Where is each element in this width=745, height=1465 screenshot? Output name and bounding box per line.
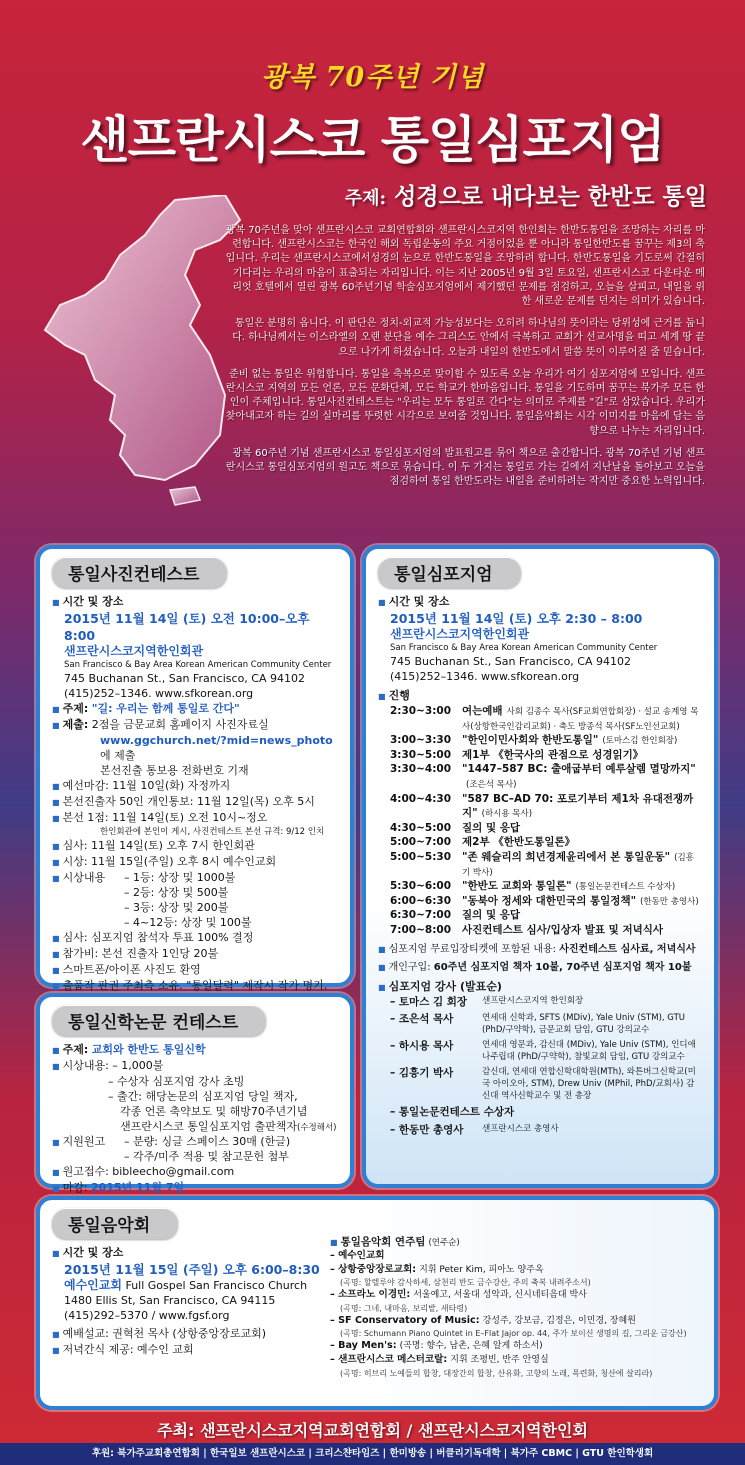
header-theme xyxy=(345,178,707,211)
concert-datetime: 2015년 11월 15일 (주일) 오후 6:00–8:30 xyxy=(64,1262,320,1277)
schedule-item xyxy=(462,704,702,733)
symposium-price: 60주년 심포지엄 책자 10불, 70주년 심포지엄 책자 10불 xyxy=(433,961,692,973)
schedule-time: 4:00~4:30 xyxy=(390,792,452,805)
symposium-speakers-label: ■ 심포지엄 강사 (발표순) xyxy=(378,979,702,995)
performer-detail: 지휘 Peter Kim, 피아노 양주옥 xyxy=(419,1264,544,1275)
schedule-note: (김흥기 박사) xyxy=(462,852,694,878)
speaker-name: – 통일논문컨테스트 수상자 xyxy=(390,1106,515,1119)
paper-theme: 교회와 한반도 통일신학 xyxy=(91,1043,206,1056)
intro-text xyxy=(225,224,705,497)
schedule-time: 3:30~4:00 xyxy=(390,763,452,776)
speaker-bio: 연세대 영문과, 감신대 (MDiv), Yale Univ (STM), 인디애나주립대 (PhD/구약학), 참빛교회 담임, GTU 강의교수 xyxy=(482,1040,696,1063)
photo-pre-deadline: ■ 예선마감: 11월 10일(화) 자정까지 xyxy=(52,778,338,794)
speaker-row xyxy=(390,995,702,1010)
performer-songs: (곡명: 그네, 내마음, 보리밭, 새타령) xyxy=(340,1303,468,1313)
schedule-item-title: "동북아 정세와 대한민국의 통일정책" xyxy=(462,894,637,907)
speaker-bio: 감신대, 연세대 연합신학대학원(MTh), 와튼버그신학교(미국 아이오아, STM), Drew Univ (MPhil, PhD/교회사) 감신대 역사신학교수 및 전 총장 xyxy=(482,1067,696,1102)
schedule-item-title: 질의 및 응답 xyxy=(462,909,521,922)
concert-venue: 예수인교회 xyxy=(64,1278,122,1292)
photo-address: 745 Buchanan St., San Francisco, CA 94102 xyxy=(64,672,305,685)
schedule-item xyxy=(462,850,702,879)
performer-songs: (곡명: 할렐루야 감사하세, 삼천리 반도 금수강산, 주의 축복 내려주소서) xyxy=(340,1278,591,1288)
theme-label: 주제: xyxy=(344,188,387,209)
speaker-name: – 김흥기 박사 xyxy=(390,1067,454,1080)
paper-prize-2: – 수상자 심포지엄 강사 초빙 xyxy=(108,1075,245,1088)
photo-theme-label: ■ 주제: xyxy=(52,702,88,715)
photo-submit-suffix: 에 제출 xyxy=(100,749,136,762)
paper-email: ■ 원고접수: bibleecho@gmail.com xyxy=(52,1164,338,1180)
paper-contest-title: 통일신학논문 컨테스트 xyxy=(52,1005,266,1036)
photo-prize: – 4~12등: 상장 및 100불 xyxy=(124,916,252,929)
concert-title: 통일음악회 xyxy=(52,1208,178,1239)
photo-final-note: 한인회관에 본인이 게시, 사진컨테스트 본선 규격: 9/12 인치 xyxy=(100,827,325,837)
schedule-item-title: 제2부 《한반도통일론》 xyxy=(462,836,576,849)
sponsor-bar xyxy=(0,1443,745,1465)
header-title: 샌프란시스코 통일심포지엄 xyxy=(80,111,665,169)
performer-name: – Bay Men's: xyxy=(330,1340,397,1352)
symposium-time-label: ■ 시간 및 장소 xyxy=(378,594,702,610)
speaker-row xyxy=(390,1123,702,1138)
performer-detail: 서울예고, 서울대 성악과, 신시네티음대 박사 xyxy=(413,1290,587,1301)
schedule-row xyxy=(390,792,702,821)
symposium-price-label: ■ 개인구입: xyxy=(378,962,431,973)
schedule-item xyxy=(462,762,702,791)
performer-name: – 예수인교회 xyxy=(330,1250,385,1262)
photo-fee: ■ 참가비: 본선 진출자 1인당 20불 xyxy=(52,946,338,962)
symposium-schedule xyxy=(390,704,702,938)
schedule-item xyxy=(462,748,702,763)
performer-detail: 강성주, 강보금, 김정은, 이민경, 장혜원 xyxy=(482,1315,636,1326)
schedule-time: 5:30~6:00 xyxy=(390,880,452,893)
paper-prize: – 1,000불 xyxy=(112,1059,164,1072)
symposium-speakers xyxy=(390,995,702,1138)
concert-phone: (415)292–5370 / www.fgsf.org xyxy=(64,1309,230,1322)
speaker-name: – 하시용 목사 xyxy=(390,1040,454,1053)
performer-name: – 샌프란시스코 메스터코랄: xyxy=(330,1354,448,1366)
schedule-item xyxy=(462,923,702,938)
performer-songs: (곡명: 히브리 노예들의 합창, 대장간의 합창, 산유화, 고향의 노래, 목련화, 청산에 살리라) xyxy=(340,1368,653,1378)
paper-prize-5-note: (수정해서) xyxy=(297,1123,337,1133)
symposium-address: 745 Buchanan St., San Francisco, CA 94102 xyxy=(390,655,631,668)
speaker-row xyxy=(390,1066,702,1102)
photo-contest-panel xyxy=(36,545,354,992)
schedule-time: 5:00~7:00 xyxy=(390,836,452,849)
schedule-note: (한동만 총영사) xyxy=(640,896,699,907)
schedule-time: 3:30~5:00 xyxy=(390,748,452,761)
schedule-item-title: "한인이민사회와 한반도통일" xyxy=(462,734,599,747)
symposium-venue-en: San Francisco & Bay Area Korean American Community Center xyxy=(390,643,658,653)
schedule-time: 7:00~8:00 xyxy=(390,923,452,936)
schedule-time: 2:30~3:00 xyxy=(390,705,452,717)
symposium-title: 통일심포지엄 xyxy=(378,557,521,588)
photo-prize: – 2등: 상장 및 500불 xyxy=(124,886,229,899)
schedule-row xyxy=(390,850,702,879)
schedule-item-title: 여는예배 xyxy=(462,705,503,717)
photo-submit: 2점을 금문교회 홈페이지 사진자료실 xyxy=(91,718,269,731)
schedule-row xyxy=(390,733,702,748)
concert-time-label: ■ 시간 및 장소 xyxy=(52,1245,342,1261)
sponsor-label: 후원: xyxy=(91,1448,114,1459)
paper-format-1: – 분량: 싱글 스페이스 30매 (한글) xyxy=(124,1135,291,1148)
schedule-note: (통일논문컨테스트 수상자) xyxy=(575,882,676,893)
photo-prize: – 1등: 상장 및 1000불 xyxy=(124,871,236,884)
speaker-bio: 샌프란시스코지역 한인회장 xyxy=(482,995,584,1006)
schedule-time: 3:00~3:30 xyxy=(390,734,452,747)
performer-item xyxy=(330,1249,718,1262)
speaker-name: – 토마스 김 회장 xyxy=(390,995,468,1008)
concert-performers xyxy=(330,1236,718,1379)
performers-note: (연주순) xyxy=(428,1238,460,1248)
symposium-panel xyxy=(362,545,718,1188)
schedule-row xyxy=(390,879,702,894)
intro-paragraph: 통일은 분명히 옵니다. 이 판단은 정치-외교적 가능성보다는 오히려 하나님의 뜻이라는 당위성에 근거를 둡니다. 하나님께서는 이스라엘의 오랜 분단을 예수 그리스도 안에서 극복하고 교회가 선교사명을 띠고 세계 땅 끝으로 나가게 하셨습니다. 오늘과 내일의 한반도에서 말씀 뜻이 이루어질 줄 믿습니다. xyxy=(232,318,705,358)
host-text: 샌프란시스코지역교회연합회 / 샌프란시스코지역한인회 xyxy=(199,1421,588,1440)
photo-time-label: ■ 시간 및 장소 xyxy=(52,594,338,610)
photo-final-submit: ■ 본선 1점: 11월 14일(토) 오전 10시~정오 xyxy=(52,810,338,826)
header-subtitle: 광복 70주년 기념 xyxy=(261,62,484,93)
paper-deadline: 2015년 11월 7일 xyxy=(91,1181,185,1194)
schedule-row xyxy=(390,908,702,923)
photo-finalist: ■ 본선진출자 50인 개인통보: 11월 12일(목) 오후 5시 xyxy=(52,794,338,810)
photo-submit-url[interactable]: www.ggchurch.net/?mid=news_photo xyxy=(100,734,333,747)
symposium-free-label: ■ 심포지엄 무료입장티켓에 포함된 내용: xyxy=(378,944,556,955)
photo-venue-en: San Francisco & Bay Area Korean American Community Center xyxy=(64,660,332,670)
schedule-item-title: "한반도 교회와 통일론" xyxy=(462,880,572,893)
photo-contest-title: 통일사진컨테스트 xyxy=(52,557,227,588)
speaker-name: – 한동만 총영사 xyxy=(390,1123,464,1136)
performer-item xyxy=(330,1353,718,1367)
schedule-row xyxy=(390,704,702,733)
performer-item xyxy=(330,1288,718,1302)
paper-format-2: – 각주/미주 적용 및 참고문헌 첨부 xyxy=(124,1150,289,1163)
schedule-row xyxy=(390,923,702,938)
schedule-item-title: 제1부 《한국사의 관점으로 성경읽기》 xyxy=(462,748,644,761)
schedule-item-title: "587 BC–AD 70: 포로기부터 제1차 유대전쟁까지" xyxy=(462,792,694,820)
schedule-item-title: 사진컨테스트 심사/입상자 발표 및 저녁식사 xyxy=(462,923,664,936)
concert-venue-en: Full Gospel San Francisco Church xyxy=(125,1279,308,1292)
performer-songs: (곡명: Schumann Piano Quintet in E–Flat Jajor op. 44, 주가 보이신 생명의 길, 그리운 금강산) xyxy=(340,1329,687,1339)
photo-submit-label: ■ 제출: xyxy=(52,718,88,731)
performers-label: ■ 통일음악회 연주팀 xyxy=(330,1236,425,1248)
host-label: 주최: xyxy=(157,1421,195,1440)
photo-datetime: 2015년 11월 14일 (토) 오전 10:00–오후 8:00 xyxy=(64,611,310,643)
performer-item xyxy=(330,1263,718,1277)
schedule-item-title: "존 웨슬리의 희년경제윤리에서 본 통일운동" xyxy=(462,850,671,863)
schedule-item xyxy=(462,894,702,909)
photo-rights: ■ 출품작 판권 주최측 소유. "통일달력" 제작시 작가 명기. xyxy=(52,978,338,994)
performer-item xyxy=(330,1314,718,1328)
symposium-datetime: 2015년 11월 14일 (토) 오후 2:30 – 8:00 xyxy=(390,611,643,626)
paper-prize-label: ■ 시상내용: xyxy=(52,1059,109,1072)
paper-prize-4: 각종 언론 축약보도 및 해방70주년기념 xyxy=(120,1105,308,1118)
photo-theme: "길: 우리는 함께 통일로 간다" xyxy=(91,702,240,715)
schedule-time: 5:00~5:30 xyxy=(390,850,452,863)
performer-name: – 소프라노 이경민: xyxy=(330,1289,411,1301)
symposium-venue: 샌프란시스코지역한인회관 xyxy=(390,627,530,641)
photo-judge-method: ■ 심사: 심포지엄 참석자 투표 100% 결정 xyxy=(52,930,338,946)
symposium-program-label: ■ 진행 xyxy=(378,688,702,704)
performer-name: – SF Conservatory of Music: xyxy=(330,1314,480,1326)
symposium-free: 사진컨테스트 심사료, 저녁식사 xyxy=(559,943,696,955)
performer-detail: (곡명: 향수, 남촌, 은혜 알게 하소서) xyxy=(399,1341,543,1352)
sponsor-text: 북가주교회총연합회 | 한국일보 샌프란시스코 | 크리스챤타임즈 | 한미방송 | 버클리기독대학 | 북가주 CBMC | GTU 한인학생회 xyxy=(117,1448,654,1459)
schedule-time: 6:30~7:00 xyxy=(390,909,452,922)
photo-prize-label: ■ 시상내용 xyxy=(52,870,124,930)
photo-award: ■ 시상: 11월 15일(주일) 오후 8시 예수인교회 xyxy=(52,854,338,870)
intro-paragraph: 광복 60주년 기념 샌프란시스코 통일심포지엄의 발표원고를 묶어 책으로 출간합니다. 광복 70주년 기념 샌프란시스코 통일심포지엄의 원고도 책으로 묶습니다. 이 두 가지는 통일로 가는 길에서 지난날을 돌아보고 오늘을 점검하여 통일 한반도라는 내일을 준비하려는 작지만 중요한 노력입니다. xyxy=(225,447,705,488)
schedule-row xyxy=(390,894,702,909)
schedule-row xyxy=(390,748,702,763)
paper-prize-5: 샌프란시스코 통일심포지엄 출판책자 xyxy=(120,1120,298,1133)
concert-address: 1480 Ellis St, San Francisco, CA 94115 xyxy=(64,1294,276,1307)
schedule-item xyxy=(462,733,702,748)
schedule-time: 4:30~5:00 xyxy=(390,821,452,834)
photo-phone: (415)252–1346. www.sfkorean.org xyxy=(64,687,254,700)
intro-paragraph: 광복 70주년을 맞아 샌프란시스코 교회연합회와 샌프란시스코지역 한인회는 한반도통일을 조망하는 자리를 마련합니다. 샌프란시스코는 한국인 해외 독립운동의 주요 거점이었을 뿐 아니라 통일한반도를 꿈꾸는 제3의 축입니다. 우리는 샌프란시스코에서성경의 눈으로 한반도통일을 조망하려 합니다. 한반도통일을 기도로써 간절히 기다리는 우리의 마음이 표출되는 자리입니다. 이는 지난 2005년 9월 3일 토요일, 샌프란시스코 다운타운 메리엇 호텔에서 열린 광복 60주년기념 학술심포지엄에서 제기했던 문제를 점검하고, 오늘을 살피고, 내일을 위한 새로운 문제를 던지는 의미가 있습니다. xyxy=(225,225,705,308)
schedule-item-title: "1447–587 BC: 출애굽부터 예루살렘 멸망까지" xyxy=(462,763,696,776)
concert-prep: ■ 예배설교: 권혁천 목사 (상항중앙장로교회) xyxy=(52,1326,342,1342)
schedule-row xyxy=(390,762,702,791)
schedule-item-title: 질의 및 응답 xyxy=(462,821,521,834)
photo-submit-note: 본선진출 통보용 전화번호 기재 xyxy=(100,764,249,777)
schedule-item xyxy=(462,879,702,894)
schedule-time: 6:00~6:30 xyxy=(390,894,452,907)
intro-paragraph: 준비 없는 통일은 위험합니다. 통일을 축복으로 맞이할 수 있도록 오늘 우리가 여기 심포지엄에 모입니다. 샌프란시스코 지역의 모든 언론, 모든 문화단체, 모든 학교가 한마음입니다. 통일을 기도하며 꿈꾸는 북가주 모든 한인이 주체입니다. 통일사진컨테스트는 "우리는 모두 통일로 간다"는 의미로 주제를 "길"로 삼았습니다. 우리가 찾아내고자 하는 길의 실마리를 뚜렷한 시각으로 보여줄 것입니다. 통일음악회는 시각 이미지를 마음에 담는 음향으로 나누는 자리입니다. xyxy=(225,368,705,437)
schedule-note: (토마스김 한인회장) xyxy=(602,736,678,747)
speaker-row xyxy=(390,1105,702,1120)
speaker-bio: 연세대 신학과, SFTS (MDiv), Yale Univ (STM), GTU (PhD/구약학), 금문교회 담임, GTU 강의교수 xyxy=(482,1013,685,1036)
symposium-phone: (415)252–1346. www.sfkorean.org xyxy=(390,670,580,683)
performer-name: – 상항중앙장로교회: xyxy=(330,1263,417,1275)
speaker-name: – 조은석 목사 xyxy=(390,1013,454,1026)
schedule-note: (조은석 목사) xyxy=(466,779,517,790)
schedule-item xyxy=(462,792,702,821)
photo-phone-ok: ■ 스마트폰/아이폰 사진도 환영 xyxy=(52,962,338,978)
schedule-note: 사회 김종수 목사(SF교회연합회장) · 설교 송계영 목사(상항한국인감리교회) · 축도 방종석 목사(SF노인선교회) xyxy=(462,707,699,732)
host-line xyxy=(0,1418,745,1441)
speaker-bio: 샌프란시스코 총영사 xyxy=(482,1123,559,1134)
performer-item xyxy=(330,1339,718,1353)
schedule-item xyxy=(462,821,702,836)
photo-judging: ■ 심사: 11월 14일(토) 오후 7시 한인회관 xyxy=(52,838,338,854)
concert-dinner: ■ 저녁간식 제공: 예수인 교회 xyxy=(52,1342,342,1358)
paper-format-label: ■ 지원원고 xyxy=(52,1134,124,1164)
theme-text: 성경으로 내다보는 한반도 통일 xyxy=(394,183,707,210)
paper-prize-3: – 출간: 해당논문의 심포지엄 당일 책자, xyxy=(108,1090,298,1103)
photo-prize: – 3등: 상장 및 200불 xyxy=(124,901,229,914)
schedule-item xyxy=(462,908,702,923)
speaker-row xyxy=(390,1039,702,1063)
paper-contest-panel xyxy=(36,993,354,1194)
schedule-note: (하시용 목사) xyxy=(481,809,533,820)
schedule-row xyxy=(390,835,702,850)
performer-detail: 지휘 조평빈, 반주 안영실 xyxy=(450,1355,549,1366)
speaker-row xyxy=(390,1012,702,1036)
schedule-item xyxy=(462,835,702,850)
paper-theme-label: ■ 주제: xyxy=(52,1043,88,1056)
paper-deadline-label: ■ 마감: xyxy=(52,1181,88,1194)
schedule-row xyxy=(390,821,702,836)
photo-venue: 샌프란시스코지역한인회관 xyxy=(64,644,204,658)
